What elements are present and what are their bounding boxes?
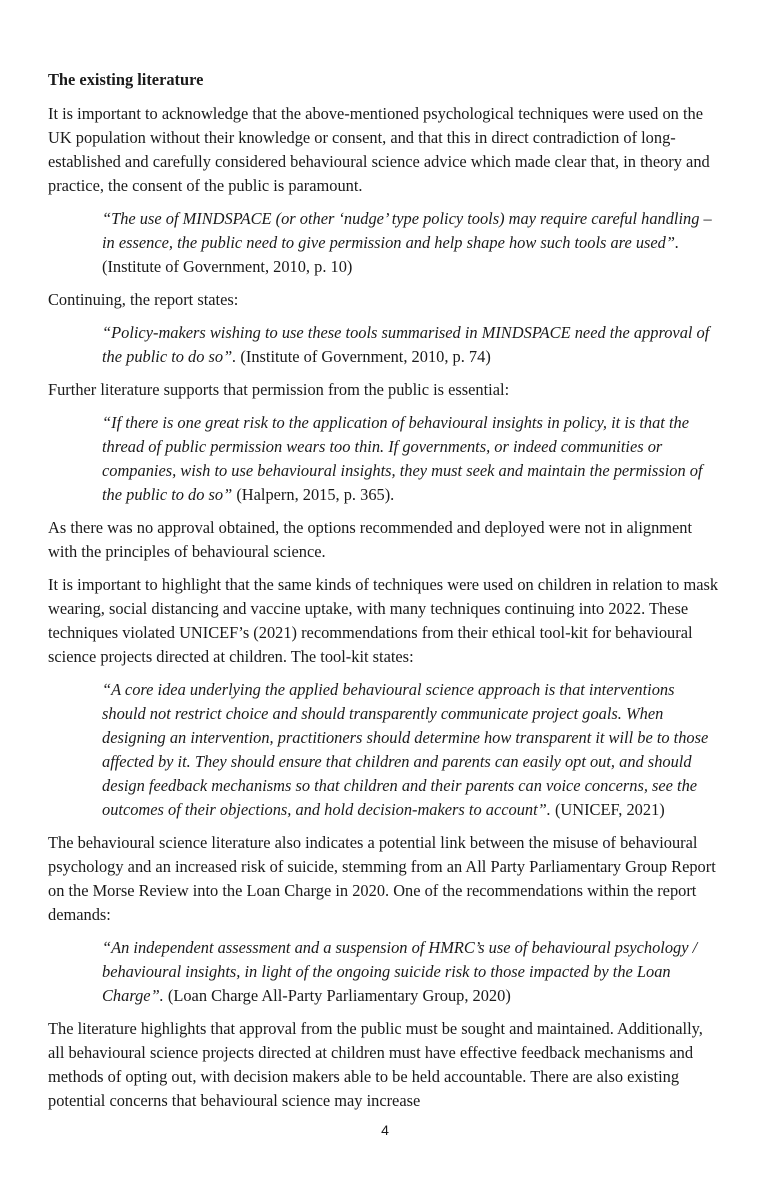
page-number: 4: [381, 1122, 389, 1138]
paragraph-summary: The literature highlights that approval from the public must be sought and maintained. Additionally, all behavioural science projects directed at children must have effective feedback mechanisms and methods of opting out, with decision makers able to be held accountable. There are also existing potential concerns that behavioural science may increase: [48, 1019, 703, 1110]
block-quote-mindspace-approval: [102, 321, 717, 369]
quote-citation: (Halpern, 2015, p. 365).: [232, 485, 395, 504]
paragraph-continuing: Continuing, the report states:: [48, 290, 239, 309]
document-page: [48, 68, 720, 1122]
block-quote-mindspace-permission: [102, 207, 717, 279]
paragraph-further-literature: Further literature supports that permission from the public is essential:: [48, 380, 510, 399]
section-heading: The existing literature: [48, 70, 204, 89]
paragraph-suicide-risk: The behavioural science literature also indicates a potential link between the misuse of behavioural psychology and an increased risk of suicide, stemming from an All Party Parliamentary Group Report on the Morse Review into the Loan Charge in 2020. One of the recommendations within the report demands:: [48, 833, 716, 924]
quote-text: “The use of MINDSPACE (or other ‘nudge’ type policy tools) may require careful handling – in essence, the public need to give permission and help shape how such tools are used”.: [102, 209, 712, 252]
quote-text: “A core idea underlying the applied behavioural science approach is that interventions should not restrict choice and should transparently communicate project goals. When designing an intervention, practitioners should determine how transparent it will be to those affected by it. They should ensure that children and parents can easily opt out, and should design feedback mechanisms so that children and their parents can voice concerns, see the outcomes of their objections, and hold decision-makers to account”.: [102, 680, 709, 819]
paragraph-no-approval: As there was no approval obtained, the options recommended and deployed were not in alignment with the principles of behavioural science.: [48, 518, 693, 561]
block-quote-unicef: [102, 678, 717, 822]
quote-citation: (UNICEF, 2021): [550, 800, 665, 819]
quote-text: “Policy-makers wishing to use these tools summarised in MINDSPACE need the approval of the public to do so”.: [102, 323, 710, 366]
paragraph-consent: It is important to acknowledge that the above-mentioned psychological techniques were used on the UK population without their knowledge or consent, and that this in direct contradiction of long-established and carefully considered behavioural science advice which made clear that, in theory and practice, the consent of the public is paramount.: [48, 104, 710, 195]
block-quote-halpern: [102, 411, 717, 507]
block-quote-loan-charge: [102, 936, 717, 1008]
quote-citation: (Institute of Government, 2010, p. 10): [102, 257, 353, 276]
quote-text: “An independent assessment and a suspension of HMRC’s use of behavioural psychology / behavioural insights, in light of the ongoing suicide risk to those impacted by the Loan Charge”.: [102, 938, 698, 1005]
paragraph-children-techniques: It is important to highlight that the same kinds of techniques were used on children in relation to mask wearing, social distancing and vaccine uptake, with many techniques continuing into 2022. These techniques violated UNICEF’s (2021) recommendations from their ethical tool-kit for behavioural science projects directed at children. The tool-kit states:: [48, 575, 719, 666]
quote-citation: (Loan Charge All-Party Parliamentary Group, 2020): [163, 986, 511, 1005]
quote-citation: (Institute of Government, 2010, p. 74): [236, 347, 491, 366]
quote-text: “If there is one great risk to the application of behavioural insights in policy, it is that the thread of public permission wears too thin. If governments, or indeed communities or companies, wish to use behavioural insights, they must seek and maintain the permission of the public to do so”: [102, 413, 703, 504]
